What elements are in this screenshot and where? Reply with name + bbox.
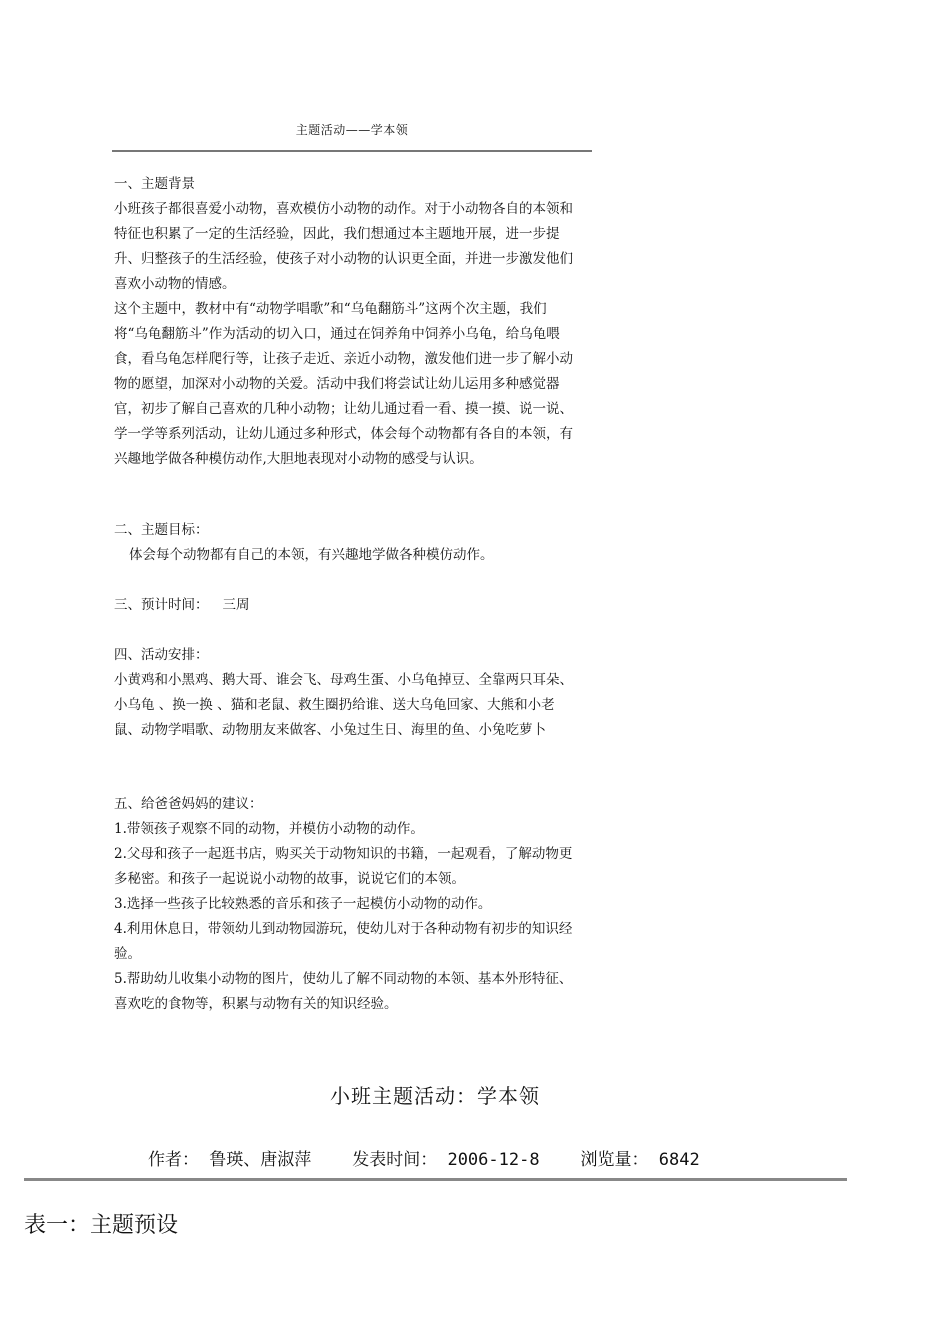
date-value: 2006-12-8 [447, 1150, 540, 1170]
article-divider [24, 1178, 847, 1181]
paragraph: 小黄鸡和小黑鸡、鹅大哥、谁会飞、母鸡生蛋、小乌龟掉豆、全靠两只耳朵、小乌龟 、换一换 、猫和老鼠、救生圈扔给谁、送大乌龟回家、大熊和小老鼠、动物学唱歌、动物朋友来做客、小兔过生日、海里的鱼、小兔吃萝卜 [114, 672, 573, 738]
article-meta [148, 1145, 700, 1170]
time-value: 三周 [222, 597, 250, 613]
list-item: 1.带领孩子观察不同的动物，并模仿小动物的动作。 [114, 821, 424, 837]
section-time [114, 593, 576, 618]
list-item: 3.选择一些孩子比较熟悉的音乐和孩子一起模仿小动物的动作。 [114, 896, 492, 912]
paragraph: 体会每个动物都有自己的本领，有兴趣地学做各种模仿动作。 [129, 547, 494, 563]
section-heading: 三、预计时间： [114, 597, 209, 613]
page-header-title: 主题活动——学本领 [295, 123, 409, 137]
section-goal [114, 518, 576, 568]
section-schedule [114, 643, 576, 743]
list-item: 2.父母和孩子一起逛书店，购买关于动物知识的书籍，一起观看，了解动物更多秘密。和孩子一起说说小动物的故事，说说它们的本领。 [114, 846, 573, 887]
author-value: 鲁瑛、唐淑萍 [209, 1150, 312, 1170]
date-label: 发表时间： [352, 1150, 438, 1170]
views-value: 6842 [658, 1150, 700, 1170]
table-heading: 表一：主题预设 [24, 1213, 179, 1238]
paragraph: 这个主题中，教材中有“动物学唱歌”和“乌龟翻筋斗”这两个次主题，我们将“乌龟翻筋斗”作为活动的切入口，通过在饲养角中饲养小乌龟，给乌龟喂食，看乌龟怎样爬行等，让孩子走近、亲近小动物，激发他们进一步了解小动物的愿望，加深对小动物的关爱。活动中我们将尝试让幼儿运用多种感觉器官，初步了解自己喜欢的几种小动物；让幼儿通过看一看、摸一摸、说一说、学一学等系列活动，让幼儿通过多种形式，体会每个动物都有各自的本领，有兴趣地学做各种模仿动作,大胆地表现对小动物的感受与认识。 [114, 301, 573, 467]
list-item: 5.帮助幼儿收集小动物的图片，使幼儿了解不同动物的本领、基本外形特征、喜欢吃的食物等，积累与动物有关的知识经验。 [114, 971, 573, 1012]
section-background [114, 172, 576, 472]
list-item: 4.利用休息日，带领幼儿到动物园游玩，使幼儿对于各种动物有初步的知识经验。 [114, 921, 573, 962]
paragraph: 小班孩子都很喜爱小动物，喜欢模仿小动物的动作。对于小动物各自的本领和特征也积累了一定的生活经验，因此，我们想通过本主题地开展，进一步提升、归整孩子的生活经验，使孩子对小动物的认识更全面，并进一步激发他们喜欢小动物的情感。 [114, 201, 573, 292]
section-heading: 四、活动安排： [114, 647, 209, 663]
views-label: 浏览量： [580, 1150, 649, 1170]
header-divider [112, 150, 592, 152]
article-title: 小班主题活动：学本领 [330, 1084, 540, 1108]
section-suggestions [114, 792, 576, 1017]
section-heading: 一、主题背景 [114, 176, 195, 192]
section-heading: 二、主题目标： [114, 522, 209, 538]
section-heading: 五、给爸爸妈妈的建议： [114, 796, 263, 812]
author-label: 作者： [148, 1150, 199, 1170]
